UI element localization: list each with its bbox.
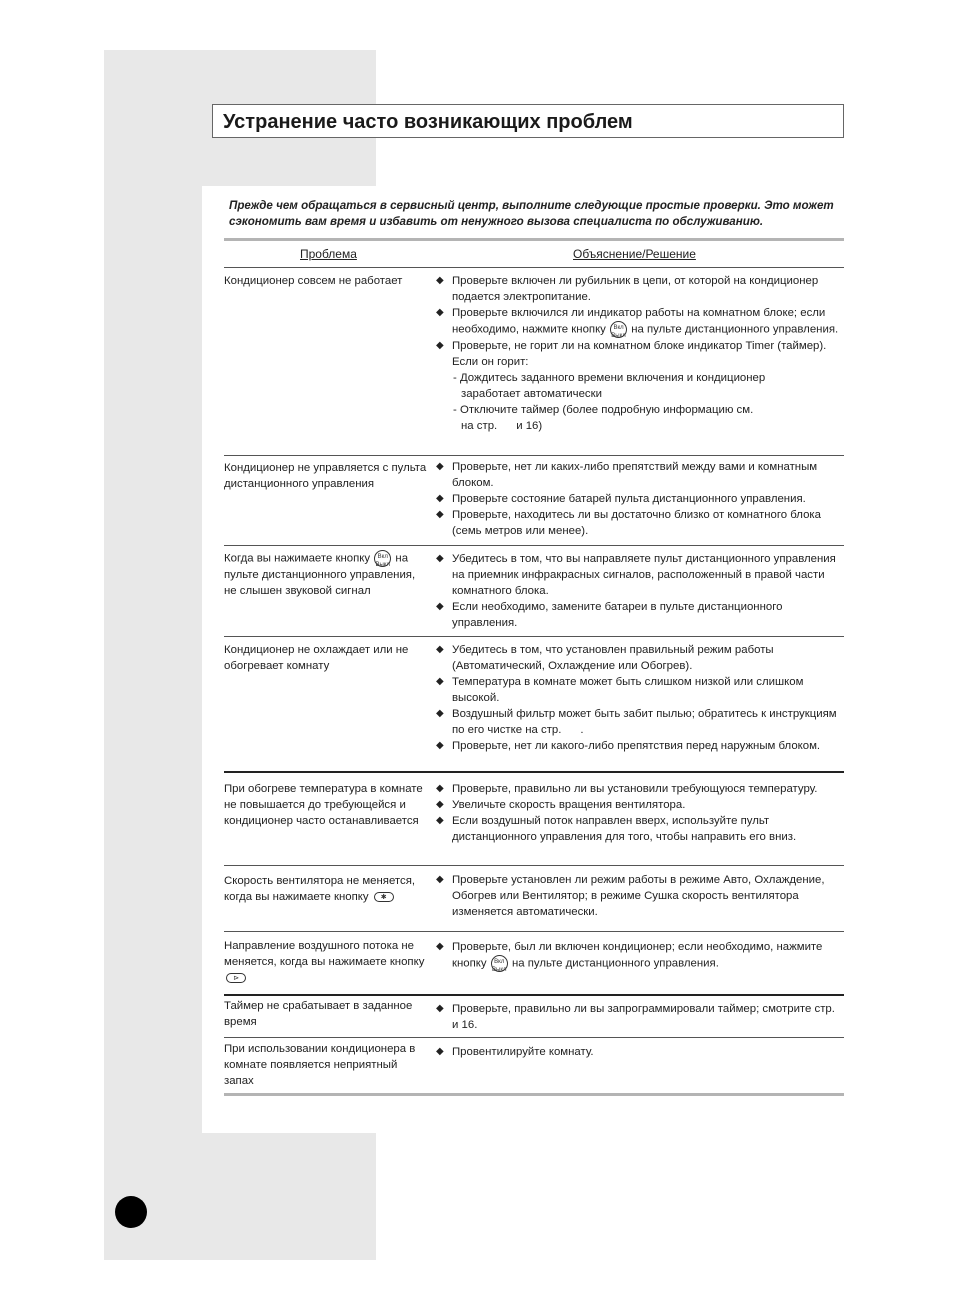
solution-9 (436, 1044, 848, 1060)
solution-7-text-a: Проверьте, был ли включен кондиционер; если необходимо, нажмите кнопку (452, 941, 823, 970)
solution-3-item-1: ◆ Убедитесь в том, что вы направляете пульт дистанционного управления на приемник инфракрасных сигналов, расположенный в правой части комнатного блока. (436, 551, 848, 599)
solution-8-item-1: ◆ Проверьте, правильно ли вы запрограммировали таймер; смотрите стр. и 16. (436, 1001, 848, 1033)
solution-3 (436, 551, 848, 631)
solution-5-item-3: ◆ Если воздушный поток направлен вверх, используйте пульт дистанционного управления для того, чтобы направить его вниз. (436, 813, 848, 845)
solution-6-item-1: ◆ Проверьте установлен ли режим работы в режиме Авто, Охлаждение, Обогрев или Вентилятор; в режиме Сушка скорость вентилятора изменяется автоматически. (436, 872, 848, 920)
problem-6-text: Скорость вентилятора не меняется, когда вы нажимаете кнопку (224, 875, 416, 903)
problem-3-text-a: Когда вы нажимаете кнопку (224, 552, 371, 565)
row-divider-5 (224, 865, 844, 866)
solution-5-item-2: ◆ Увеличьте скорость вращения вентилятора. (436, 797, 848, 813)
solution-1-sub-2a: - Отключите таймер (более подробную информацию см. (453, 404, 754, 416)
header-solution: Объяснение/Решение (573, 247, 696, 261)
power-button-icon: Вкл Выкл (491, 955, 508, 972)
table-bottom-rule (224, 1093, 844, 1096)
solution-2-item-2: ◆ Проверьте состояние батарей пульта дистанционного управления. (436, 491, 848, 507)
solution-2-item-1: ◆ Проверьте, нет ли каких-либо препятствий между вами и комнатным блоком. (436, 459, 848, 491)
header-rule (224, 267, 844, 268)
title-box (212, 104, 844, 138)
header-problem: Проблема (300, 247, 357, 261)
solution-4-item-4: ◆ Проверьте, нет ли какого-либо препятствия перед наружным блоком. (436, 738, 848, 754)
problem-9: При использовании кондиционера в комнате появляется неприятный запах (224, 1043, 416, 1087)
solution-1-item-2 (436, 305, 848, 338)
intro-text: Прежде чем обращаться в сервисный центр, выполните следующие простые проверки. Это может сэкономить вам время и избавить от ненужного вызова специалиста по обслуживанию. (229, 199, 834, 228)
page-title: Устранение часто возникающих проблем (223, 111, 633, 133)
solution-1-sub-2b: на стр. и 16) (461, 420, 543, 432)
problem-3-text-b: на пульте дистанционного управления, не слышен звуковой сигнал (224, 552, 416, 597)
solution-4 (436, 642, 848, 754)
solution-7-text-b: на пульте дистанционного управления. (511, 957, 719, 970)
solution-8 (436, 1001, 854, 1033)
power-button-icon: Вкл Выкл (374, 550, 391, 567)
problem-5: При обогреве температура в комнате не повышается до требующейся и кондиционер часто останавливается (224, 783, 423, 827)
solution-4-item-2: ◆ Температура в комнате может быть слишком низкой или слишком высокой. (436, 674, 848, 706)
solution-4-item-1: ◆ Убедитесь в том, что установлен правильный режим работы (Автоматический, Охлаждение или Обогрев). (436, 642, 848, 674)
row-divider-8 (224, 1037, 844, 1038)
solution-4-item-3: ◆ Воздушный фильтр может быть забит пылью; обратитесь к инструкциям по его чистке на стр. . (436, 706, 848, 738)
row-divider-3 (224, 636, 844, 637)
problem-7-text: Направление воздушного потока не меняется, когда вы нажимаете кнопку (224, 940, 425, 968)
solution-5 (436, 781, 848, 845)
row-divider-7 (224, 994, 844, 996)
swing-button-icon: ⊳ (226, 973, 246, 983)
solution-3-item-2: ◆ Если необходимо, замените батареи в пульте дистанционного управления. (436, 599, 848, 631)
solution-1-sub-1a: - Дождитесь заданного времени включения и кондиционер (453, 372, 766, 384)
problem-4: Кондиционер не охлаждает или не обогревает комнату (224, 644, 409, 672)
problem-7 (224, 938, 428, 986)
row-divider-4 (224, 771, 844, 773)
fan-button-icon: ✱ (374, 892, 394, 902)
solution-6 (436, 872, 848, 920)
solution-7 (436, 939, 848, 972)
solution-5-item-1: ◆ Проверьте, правильно ли вы установили требующуюся температуру. (436, 781, 848, 797)
solution-9-item-1: ◆ Провентилируйте комнату. (436, 1044, 848, 1060)
solution-7-item-1 (436, 939, 848, 972)
problem-1: Кондиционер совсем не работает (224, 275, 403, 287)
solution-1-item-2-text-a: Проверьте включился ли индикатор работы на комнатном блоке; если необходимо, нажмите кнопку (452, 307, 826, 336)
solution-1-item-3: ◆ Проверьте, не горит ли на комнатном блоке индикатор Timer (таймер). Если он горит: (436, 338, 848, 370)
row-divider-1 (224, 455, 844, 456)
solution-1 (436, 273, 848, 434)
page-number-marker (115, 1196, 147, 1228)
table-top-rule (224, 238, 844, 241)
problem-6 (224, 873, 428, 905)
solution-1-item-2-text-b: на пульте дистанционного управления. (631, 323, 839, 336)
solution-2 (436, 459, 848, 539)
problem-2: Кондиционер не управляется с пульта дистанционного управления (224, 462, 427, 490)
solution-1-sub-1b: заработает автоматически (461, 388, 602, 400)
solution-1-item-1: ◆ Проверьте включен ли рубильник в цепи, от которой на кондиционер подается электропитание. (436, 273, 848, 305)
row-divider-6 (224, 931, 844, 932)
problem-3 (224, 550, 428, 599)
power-button-icon: Вкл Выкл (610, 321, 627, 338)
solution-2-item-3: ◆ Проверьте, находитесь ли вы достаточно близко от комнатного блока (семь метров или менее). (436, 507, 848, 539)
problem-8: Таймер не срабатывает в заданное время (224, 1000, 413, 1028)
row-divider-2 (224, 545, 844, 546)
